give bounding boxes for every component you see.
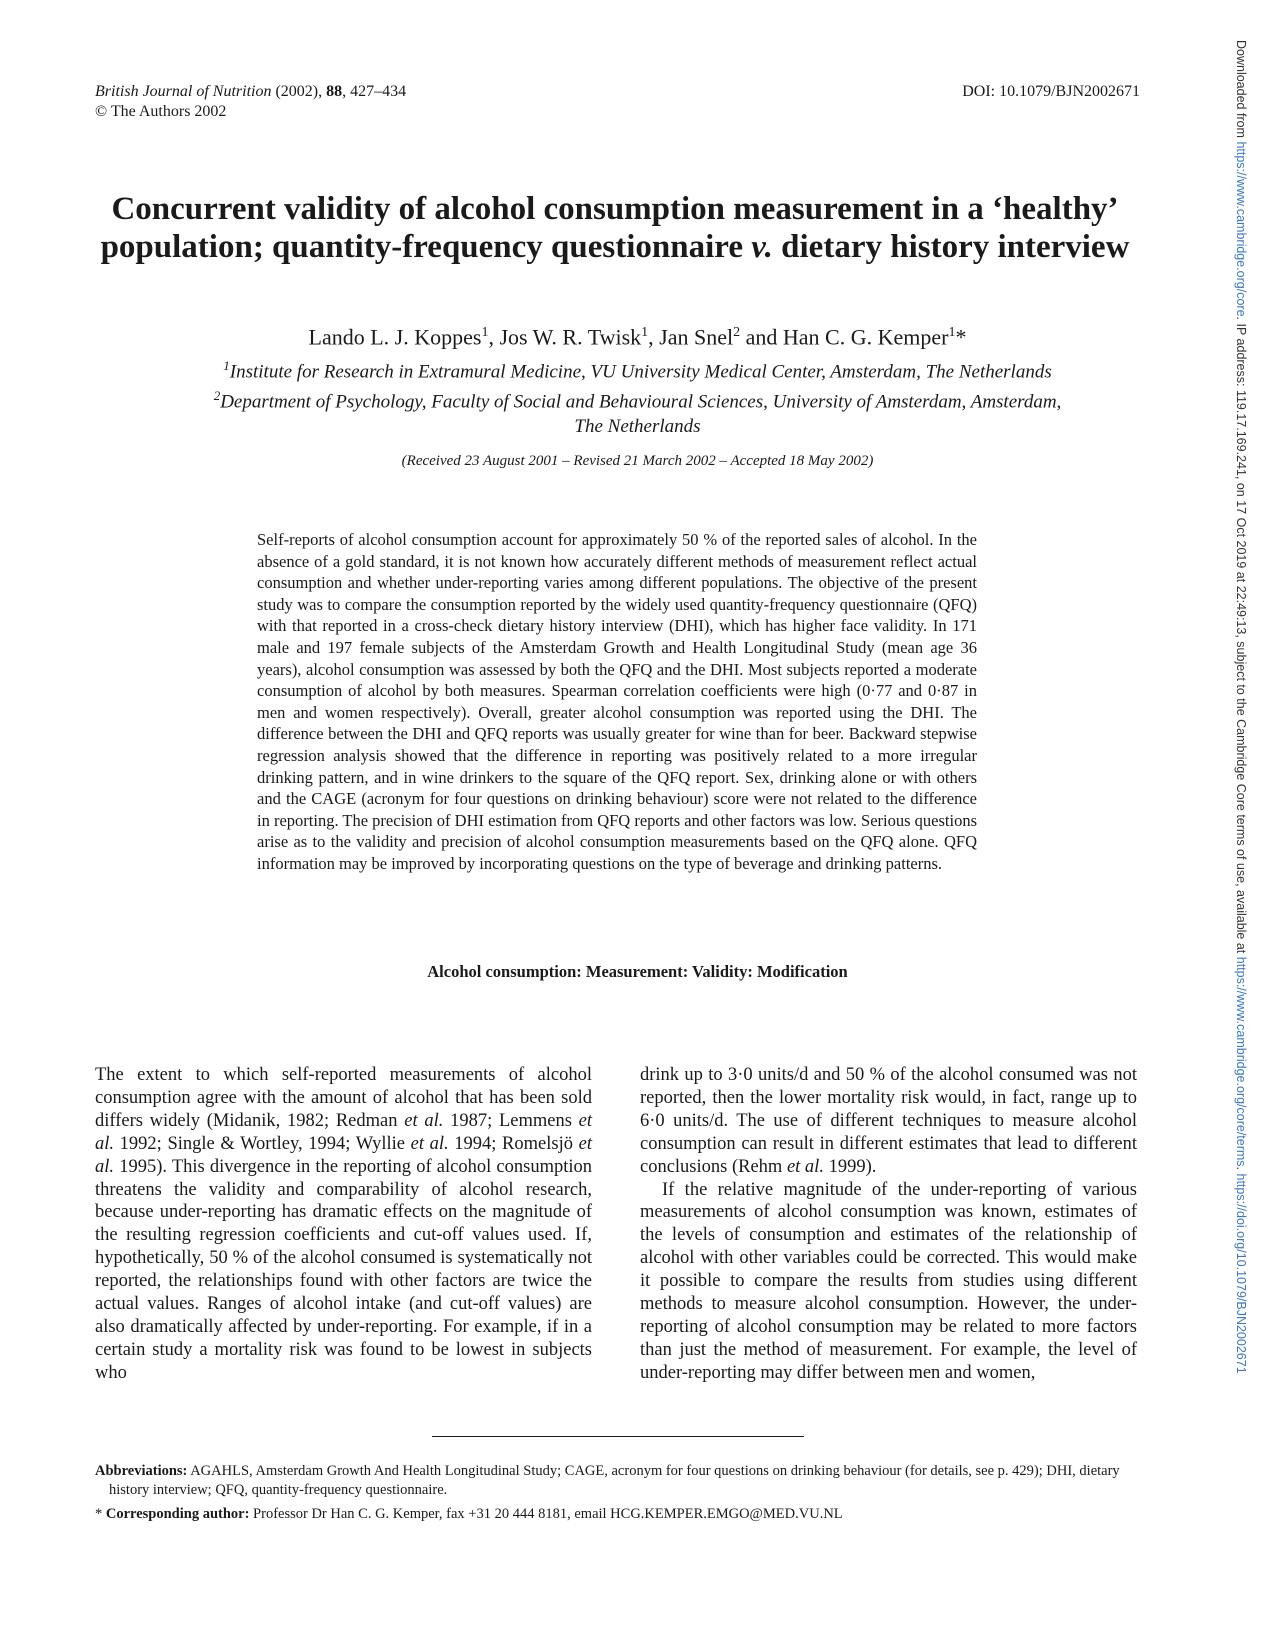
download-notice — [1234, 40, 1248, 1374]
doi-header: DOI: 10.1079/BJN2002671 — [962, 83, 1140, 100]
et-al: et al. — [410, 1133, 449, 1154]
author-affil-sup: 2 — [733, 325, 741, 340]
title-part: dietary history interview — [772, 229, 1130, 265]
sidebar-text: Downloaded from — [1234, 40, 1248, 142]
author-affil-sup: 1 — [481, 325, 489, 340]
footnote-text: AGAHLS, Amsterdam Growth And Health Longitudinal Study; CAGE, acronym for four questions on drinking behaviour (for details, see p. 429); DHI, dietary history interview; QFQ, quantity-frequency questionnaire. — [109, 1463, 1120, 1498]
keywords: Alcohol consumption: Measurement: Validity: Modification — [427, 962, 848, 981]
text-run: drink up to 3·0 units/d and 50 % of the alcohol consumed was not reported, then the lower mortality risk would, in fact, range up to 6·0 units/d. The use of different techniques to measure alcohol consumption can result in different estimates that lead to different conclusions (Rehm — [640, 1065, 1137, 1177]
affil-sup: 1 — [223, 358, 230, 373]
author-list — [0, 320, 1275, 350]
et-al: et al. — [95, 1133, 592, 1177]
text-run: 1999). — [823, 1156, 877, 1177]
text-run: 1992; Single & Wortley, 1994; Wyllie — [114, 1133, 411, 1154]
journal-citation — [95, 82, 406, 102]
affiliations — [90, 354, 1185, 439]
text-run: The extent to which self-reported measurements of alcohol consumption agree with the amount of alcohol that has been sold differs widely (Midanik, 1982; Redman — [95, 1065, 592, 1131]
text-run: 1987; Lemmens — [443, 1110, 579, 1131]
title-line-2 — [70, 228, 1160, 266]
corresponding-mark: * — [955, 324, 967, 350]
title-part: population; quantity-frequency questionnaire — [100, 229, 752, 265]
author-affil-sup: 1 — [641, 325, 649, 340]
body-paragraph — [95, 1064, 592, 1385]
footnote-label: Corresponding author: — [105, 1506, 250, 1522]
cambridge-core-link[interactable]: https://www.cambridge.org/core — [1234, 141, 1248, 317]
citation-year: (2002), — [271, 83, 327, 100]
abstract: Self-reports of alcohol consumption account for approximately 50 % of the reported sales of alcohol. In the absence of a gold standard, it is not known how accurately different methods of measurement reflect actual consumption and whether under-reporting varies among different populations. The objective of the present study was to compare the consumption reported by the widely used quantity-frequency questionnaire (QFQ) with that reported in a cross-check dietary history interview (DHI), which has higher face validity. In 171 male and 197 female subjects of the Amsterdam Growth and Health Longitudinal Study (mean age 36 years), alcohol consumption was assessed by both the QFQ and the DHI. Most subjects reported a moderate consumption of alcohol by both measures. Spearman correlation coefficients were high (0·77 and 0·87 in men and women respectively). Overall, greater alcohol consumption was reported using the DHI. The difference between the DHI and QFQ reports was usually greater for wine than for beer. Backward stepwise regression analysis showed that the difference in reporting was positively related to a more irregular drinking pattern, and in wine drinkers to the square of the QFQ report. Sex, drinking alone or with others and the CAGE (acronym for four questions on drinking behaviour) score were not related to the difference in reporting. The precision of DHI estimation from QFQ reports and other factors was low. Serious questions arise as to the validity and precision of alcohol consumption measurements based on the QFQ alone. QFQ information may be improved by incorporating questions on the type of beverage and drinking patterns. — [257, 530, 977, 873]
received-dates: (Received 23 August 2001 – Revised 21 March 2002 – Accepted 18 May 2002) — [401, 453, 874, 469]
et-al: et al. — [95, 1110, 592, 1154]
journal-name: British Journal of Nutrition — [95, 83, 272, 100]
footnote-rule — [432, 1436, 804, 1437]
sidebar-text: . IP address: 119.17.169.241, on 17 Oct 2019 at 22:49:13, subject to the Cambridge Core terms of use, available at — [1234, 316, 1248, 957]
copyright-line: © The Authors 2002 — [95, 103, 227, 120]
body-column-left — [95, 1064, 592, 1385]
article-title — [70, 190, 1160, 266]
abbreviations-footnote — [95, 1462, 1140, 1500]
journal-pages: , 427–434 — [342, 83, 407, 100]
footnote-mark: * — [95, 1506, 106, 1522]
doi-link[interactable]: https://doi.org/10.1079/BJN2002671 — [1234, 1173, 1248, 1374]
author-name: , Jos W. R. Twisk — [488, 324, 642, 350]
text-run: 1994; Romelsjö — [448, 1133, 579, 1154]
affiliation-2 — [90, 384, 1185, 414]
author-name: and Han C. G. Kemper — [740, 324, 949, 350]
terms-link[interactable]: https://www.cambridge.org/core/terms — [1234, 956, 1248, 1167]
body-paragraph: If the relative magnitude of the under-reporting of various measurements of alcohol consumption was known, estimates of the levels of consumption and estimates of the relationship of alcohol with other variables could be corrected. This would make it possible to compare the results from studies using different methods to measure alcohol consumption. However, the under-reporting of alcohol consumption may be related to more factors than just the method of measurement. For example, the level of under-reporting may differ between men and women, — [640, 1179, 1137, 1383]
et-al: et al. — [786, 1156, 824, 1177]
body-paragraph — [640, 1064, 1137, 1179]
journal-volume: 88 — [326, 83, 343, 100]
abbreviations-text — [95, 1462, 1140, 1500]
title-versus: v. — [751, 229, 773, 265]
footnote-text: Professor Dr Han C. G. Kemper, fax +31 20 444 8181, email HCG.KEMPER.EMGO@MED.VU.NL — [249, 1506, 843, 1522]
sidebar-text: . — [1234, 1166, 1248, 1174]
affil-text: Institute for Research in Extramural Medicine, VU University Medical Center, Amsterdam, The Netherlands — [229, 361, 1052, 383]
affil-text: Department of Psychology, Faculty of Social and Behavioural Sciences, University of Amsterdam, Amsterdam, — [220, 391, 1062, 413]
affil-sup: 2 — [213, 388, 221, 404]
affiliation-2-cont: The Netherlands — [574, 415, 701, 437]
corresponding-author-footnote — [95, 1505, 1140, 1524]
author-affil-sup: 1 — [948, 325, 956, 340]
et-al: et al. — [404, 1110, 444, 1131]
text-run: 1995). This divergence in the reporting of alcohol consumption threatens the validity and comparability of alcohol research, because under-reporting has dramatic effects on the magnitude of the resulting regression coefficients and cut-off values used. If, hypothetically, 50 % of the alcohol consumed is systematically not reported, the relationships found with other factors are twice the actual values. Ranges of alcohol intake (and cut-off values) are also dramatically affected by under-reporting. For example, if in a certain study a mortality risk was found to be lowest in subjects who — [95, 1156, 592, 1383]
body-column-right — [640, 1064, 1137, 1385]
title-line-1: Concurrent validity of alcohol consumption measurement in a ‘healthy’ — [111, 191, 1119, 227]
download-sidebar — [1230, 40, 1250, 1480]
author-name: , Jan Snel — [648, 324, 734, 350]
affiliation-1 — [90, 354, 1185, 384]
footnote-label: Abbreviations: — [95, 1463, 188, 1479]
author-name: Lando L. J. Koppes — [308, 324, 482, 350]
running-header-left — [95, 82, 406, 122]
